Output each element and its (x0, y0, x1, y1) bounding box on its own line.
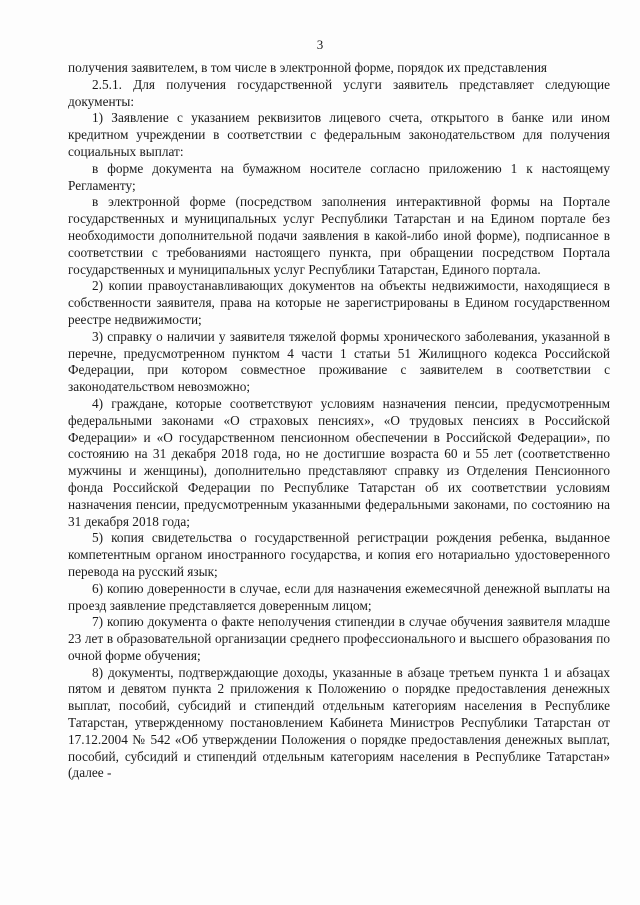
paragraph: 7) копию документа о факте неполучения стипендии в случае обучения заявителя младше 23 лет в образовательной организации среднего профессионального и высшего образования по очной форме обучения; (68, 614, 610, 663)
paragraph: в электронной форме (посредством заполнения интерактивной формы на Портале государственных и муниципальных услуг Республики Татарстан и на Едином портале без необходимости дополнительной подачи заявления в какой-либо иной форме), подписанное в соответствии с требованиями настоящего пункта, при обращении посредством Портала государственных и муниципальных услуг Республики Татарстан, Единого портала. (68, 194, 610, 277)
paragraph: в форме документа на бумажном носителе согласно приложению 1 к настоящему Регламенту; (68, 160, 610, 193)
paragraph: 2.5.1. Для получения государственной услуги заявитель представляет следующие документы: (68, 76, 610, 109)
paragraph: 4) граждане, которые соответствуют условиям назначения пенсии, предусмотренным федеральными законами «О страховых пенсиях», «О трудовых пенсиях в Российской Федерации» и «О государственном пенсионном обеспечении в Российской Федерации», по состоянию на 31 декабря 2018 года, но не достигшие возраста 60 и 55 лет (соответственно мужчины и женщины), дополнительно представляют справку из Отделения Пенсионного фонда Российской Федерации по Республике Татарстан об их соответствии условиям назначения пенсии, предусмотренным указанными федеральными законами, по состоянию на 31 декабря 2018 года; (68, 395, 610, 529)
page-number: 3 (316, 37, 324, 52)
paragraph: 8) документы, подтверждающие доходы, указанные в абзаце третьем пункта 1 и абзацах пятом и девятом пункта 2 приложения к Положению о порядке предоставления денежных выплат, пособий, субсидий и стипендий отдельным категориям населения в Республике Татарстан, утвержденному постановлением Кабинета Министров Республики Татарстан от 17.12.2004 № 542 «Об утверждении Положения о порядке предоставления денежных выплат, пособий, субсидий и стипендий отдельным категориям населения в Республике Татарстан» (далее - (68, 664, 610, 781)
paragraph: 1) Заявление с указанием реквизитов лицевого счета, открытого в банке или ином кредитном учреждении в соответствии с федеральным законодательством для получения социальных выплат: (68, 110, 610, 159)
paragraph: 2) копии правоустанавливающих документов на объекты недвижимости, находящиеся в собственности заявителя, права на которые не зарегистрированы в Едином государственном реестре недвижимости; (68, 278, 610, 327)
document-body (68, 60, 610, 782)
paragraph: 3) справку о наличии у заявителя тяжелой формы хронического заболевания, указанной в перечне, предусмотренном пунктом 4 части 1 статьи 51 Жилищного кодекса Российской Федерации, при котором совместное проживание с заявителем в соответствии с законодательством невозможно; (68, 328, 610, 395)
paragraph: 6) копию доверенности в случае, если для назначения ежемесячной денежной выплаты на проезд заявление представляется доверенным лицом; (68, 580, 610, 613)
paragraph: 5) копия свидетельства о государственной регистрации рождения ребенка, выданное компетентным органом иностранного государства, и копия его нотариально удостоверенного перевода на русский язык; (68, 530, 610, 579)
paragraph: получения заявителем, в том числе в электронной форме, порядок их представления (68, 60, 548, 75)
